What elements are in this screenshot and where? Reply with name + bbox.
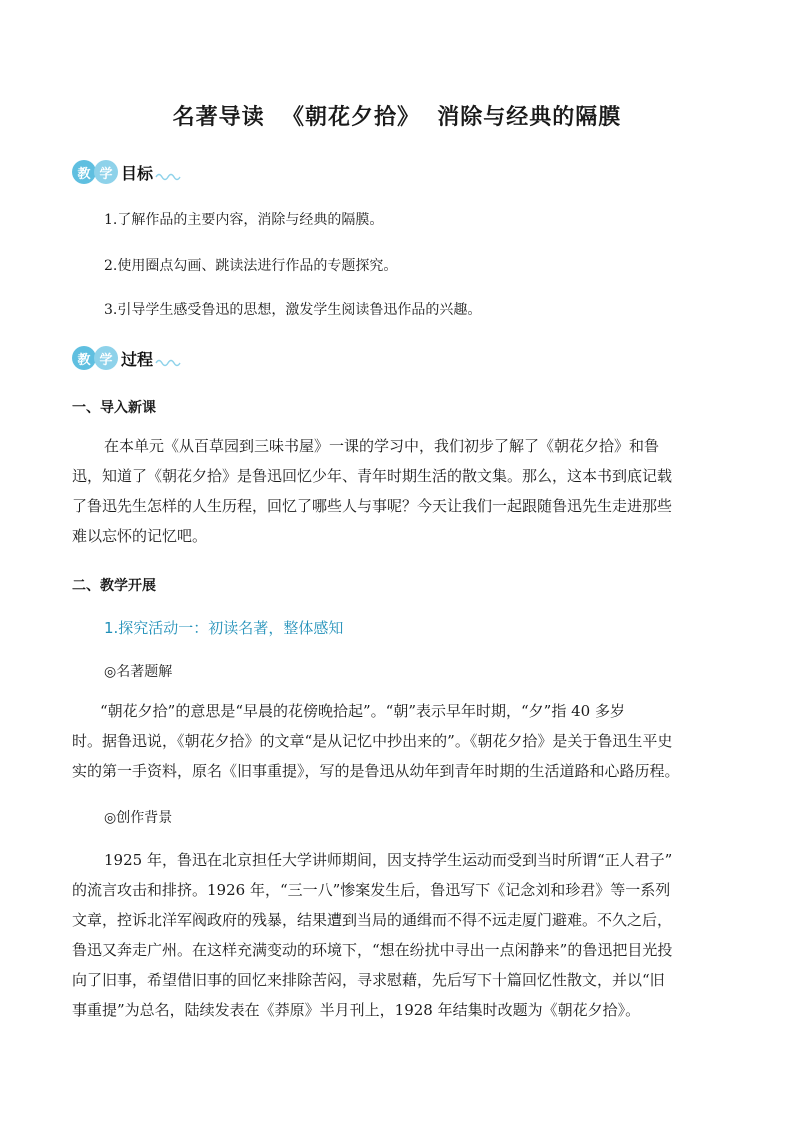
paragraph-line: 鲁迅又奔走广州。在这样充满变动的环境下，“想在纷扰中寻出一点闲静来”的鲁迅把目光投 bbox=[72, 941, 673, 959]
paragraph-line: 时。据鲁迅说，《朝花夕拾》的文章“是从记忆中抄出来的”。《朝花夕拾》是关于鲁迅生平史 bbox=[72, 732, 673, 750]
goal-item-1: 1.了解作品的主要内容，消除与经典的隔膜。 bbox=[104, 212, 384, 228]
paragraph-line: 1925 年，鲁迅在北京担任大学讲师期间，因支持学生运动而受到当时所谓“正人君子” bbox=[104, 851, 673, 869]
heading-part-2: 二、教学开展 bbox=[72, 578, 156, 594]
paragraph-line: 的流言攻击和排挤。1926 年，“三一八”惨案发生后，鲁迅写下《记念刘和珍君》等一系列 bbox=[72, 881, 671, 899]
badge-char-2: 学 bbox=[94, 346, 118, 370]
section-process-header bbox=[72, 344, 181, 372]
paragraph-line: 实的第一手资料，原名《旧事重提》，写的是鲁迅从幼年到青年时期的生活道路和心路历程。 bbox=[72, 762, 680, 780]
section-process-label: 过程 bbox=[121, 349, 154, 369]
subheading-title-explanation: ◎名著题解 bbox=[104, 664, 173, 680]
heading-part-1: 一、导入新课 bbox=[72, 400, 156, 416]
paragraph-line: “朝花夕拾”的意思是“早晨的花傍晚拾起”。“朝”表示早年时期，“夕”指 40 多岁 bbox=[100, 702, 625, 720]
paragraph-title-explanation bbox=[72, 696, 722, 786]
paragraph-line: 向了旧事，希望借旧事的回忆来排除苦闷，寻求慰藉，先后写下十篇回忆性散文，并以“旧 bbox=[72, 971, 665, 989]
wave-decoration-icon bbox=[155, 171, 181, 181]
page-title: 名著导读 《朝花夕拾》 消除与经典的隔膜 bbox=[172, 105, 622, 130]
section-goals-label: 目标 bbox=[121, 163, 154, 183]
badge-char-1: 教 bbox=[72, 346, 96, 370]
paragraph-intro bbox=[72, 431, 722, 551]
badge-char-2: 学 bbox=[94, 160, 118, 184]
paragraph-background bbox=[72, 845, 722, 1025]
paragraph-line: 了鲁迅先生怎样的人生历程，回忆了哪些人与事呢？今天让我们一起跟随鲁迅先生走进那些 bbox=[72, 497, 673, 515]
paragraph-line: 迅，知道了《朝花夕拾》是鲁迅回忆少年、青年时期生活的散文集。那么，这本书到底记载 bbox=[72, 467, 673, 485]
paragraph-line: 事重提”为总名，陆续发表在《莽原》半月刊上，1928 年结集时改题为《朝花夕拾》。 bbox=[72, 1001, 641, 1019]
paragraph-line: 在本单元《从百草园到三味书屋》一课的学习中，我们初步了解了《朝花夕拾》和鲁 bbox=[104, 437, 660, 455]
goal-item-3: 3.引导学生感受鲁迅的思想，激发学生阅读鲁迅作品的兴趣。 bbox=[104, 302, 482, 318]
subheading-background: ◎创作背景 bbox=[104, 810, 173, 826]
goal-item-2: 2.使用圈点勾画、跳读法进行作品的专题探究。 bbox=[104, 258, 398, 274]
wave-decoration-icon bbox=[155, 357, 181, 367]
paragraph-line: 文章，控诉北洋军阀政府的残暴，结果遭到当局的通缉而不得不远走厦门避难。不久之后， bbox=[72, 911, 673, 929]
badge-char-1: 教 bbox=[72, 160, 96, 184]
section-goals-header bbox=[72, 158, 181, 186]
paragraph-line: 难以忘怀的记忆吧。 bbox=[72, 527, 208, 545]
activity-heading: 1.探究活动一：初读名著，整体感知 bbox=[104, 619, 344, 637]
